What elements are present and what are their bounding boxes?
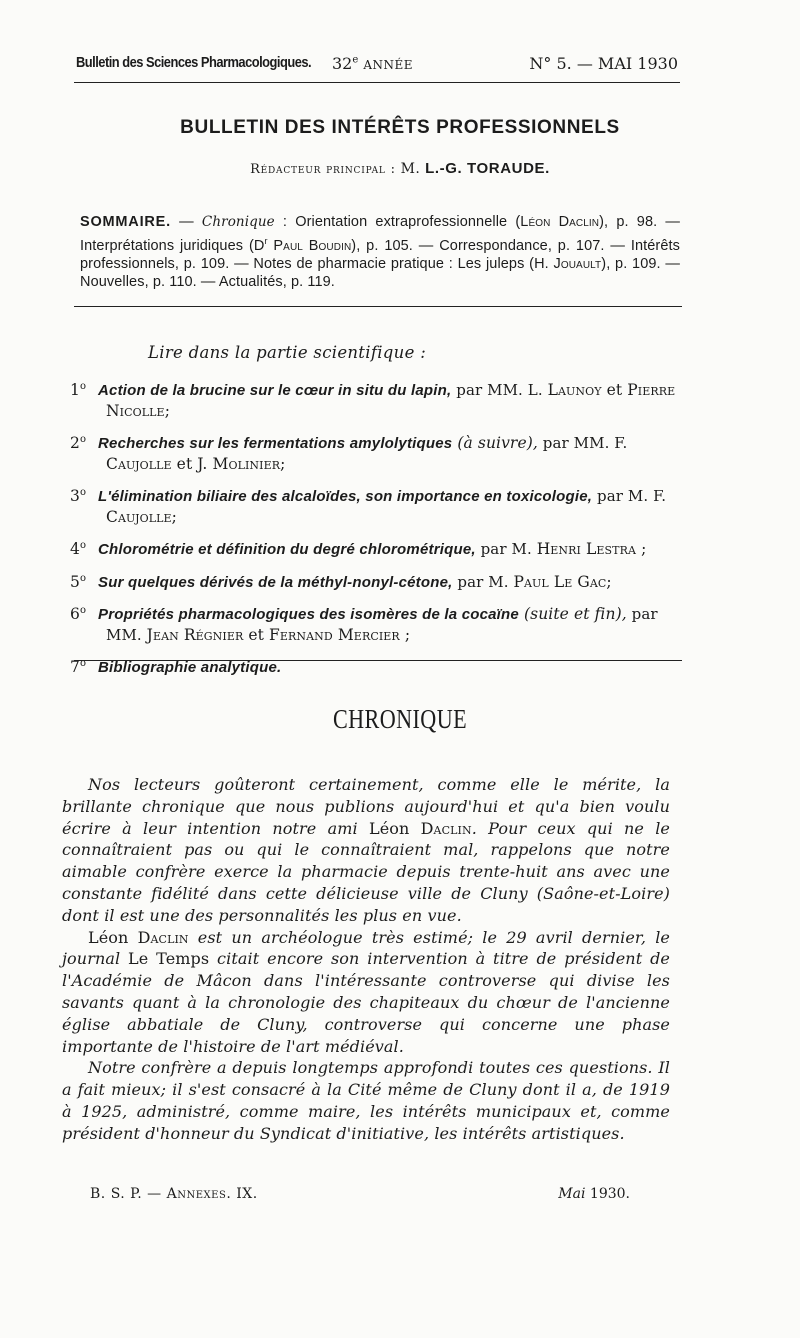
list-item: 6$^o$ Propriétés pharmacologiques des isomères de la cocaïne (suite et fin), par MM. Jean Régnier et Fernand Mercier ; <box>70 604 658 644</box>
list-item: 2$^o$ Recherches sur les fermentations amylolytiques (à suivre), par MM. F. Caujolle et J. Molinier; <box>70 434 628 474</box>
paragraph: Notre confrère a depuis longtemps approfondi toutes ces questions. Il a fait mieux; il s'est consacré à la Cité même de Cluny dont il a, de 1919 à 1925, administré, comme maire, les intérêts municipaux et, comme président d'honneur du Syndicat d'initiative, les intérêts artistiques. <box>62 1058 670 1143</box>
issue-label: N° 5. — MAI 1930 <box>529 54 678 73</box>
footer-reference: B. S. P. — Annexes. IX. <box>90 1186 258 1202</box>
list-item: 7$^o$ Bibliographie analytique. <box>70 657 282 677</box>
article-list <box>62 376 680 685</box>
section-title: CHRONIQUE <box>332 704 468 734</box>
footer-date: Mai 1930. <box>558 1186 630 1202</box>
editor-line <box>0 160 800 177</box>
section-rule <box>74 306 682 307</box>
summary: SOMMAIRE. — Chronique : Orientation extraprofessionnelle (Léon Daclin), p. 98. — Interprétations juridiques ($D^r$ Paul Boudin), p. 105. — Correspondance, p. 107. — Intérêts professionnels, p. 109. — Notes de pharmacie pratique : Les juleps (H. Jouault), p. 109. — Nouvelles, p. 110. — Actualités, p. 119. <box>80 214 681 291</box>
list-item: 4$^o$ Chlorométrie et définition du degré chlorométrique, par M. Henri Lestra ; <box>70 540 647 559</box>
page-title: BULLETIN DES INTÉRÊTS PROFESSIONNELS <box>180 117 620 138</box>
editor-name: L.-G. TORAUDE. <box>425 160 550 177</box>
journal-name: Bulletin des Sciences Pharmacologiques. <box>76 54 312 71</box>
list-item: 5$^o$ Sur quelques dérivés de la méthyl-nonyl-cétone, par M. Paul Le Gac; <box>70 572 612 591</box>
list-item: 3$^o$ L'élimination biliaire des alcaloïdes, son importance en toxicologie, par M. F. Caujolle; <box>70 487 667 527</box>
chronicle-body <box>62 774 670 1145</box>
summary-lead: SOMMAIRE. <box>80 214 171 230</box>
year-label: 32e ANNÉE <box>332 54 414 73</box>
paragraph: Nos lecteurs goûteront certainement, comme elle le mérite, la brillante chronique que nous publions aujourd'hui et qu'a bien voulu écrire à leur intention notre ami Léon Daclin. Pour ceux qui ne le connaîtraient pas ou qui le connaîtraient mal, rappelons que notre aimable confrère exerce la pharmacie depuis trente-huit ans avec une constante fidélité dans cette délicieuse ville de Cluny (Saône-et-Loire) dont il est une des personnalités les plus en vue. <box>62 775 670 925</box>
section-rule <box>74 660 682 661</box>
list-item: 1$^o$ Action de la brucine sur le cœur in situ du lapin, par MM. L. Launoy et Pierre Nicolle; <box>70 381 676 421</box>
editor-prefix: M. <box>400 161 421 177</box>
paragraph: Léon Daclin est un archéologue très estimé; le 29 avril dernier, le journal Le Temps citait encore son intervention à titre de président de l'Académie de Mâcon dans l'intéressante controverse qui divise les savants quant à la chronologie des chapiteaux du chœur de l'ancienne église abbatiale de Cluny, controverse qui concerne une phase importante de l'histoire de l'art médiéval. <box>62 927 670 1056</box>
editor-label: Rédacteur principal : <box>250 162 396 177</box>
running-header <box>76 52 678 78</box>
header-rule <box>74 82 680 83</box>
scientific-part-heading: Lire dans la partie scientifique : <box>148 343 427 362</box>
page-footer <box>90 1186 630 1206</box>
